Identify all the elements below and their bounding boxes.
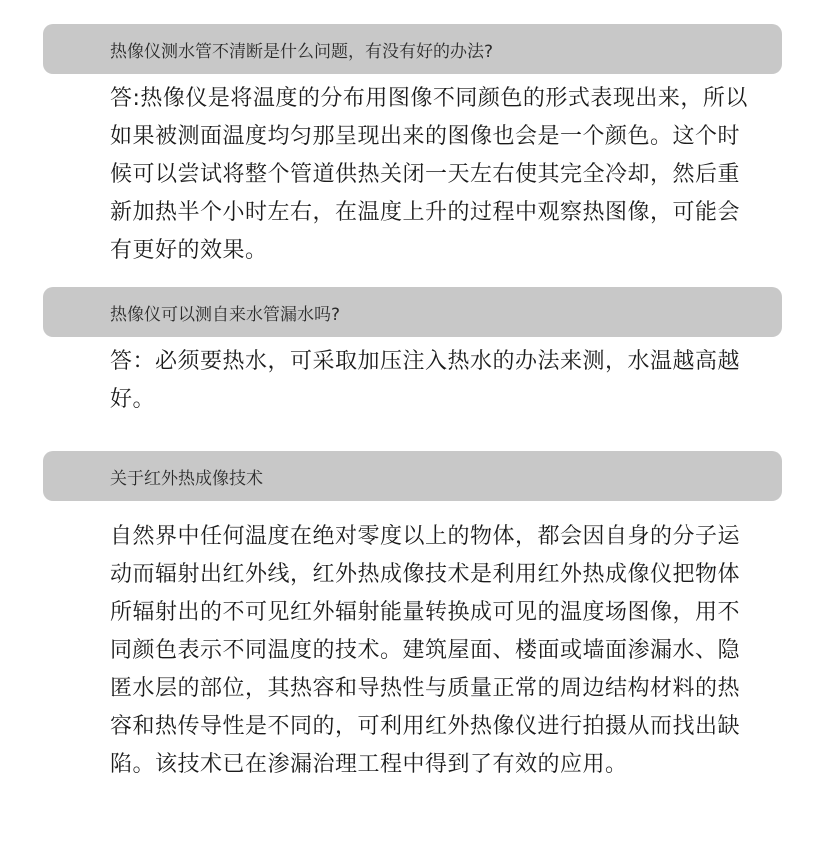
question-header-2 bbox=[43, 287, 782, 337]
paragraph-text-3: 自然界中任何温度在绝对零度以上的物体，都会因自身的分子运动而辐射出红外线，红外热成像技术是利用红外热成像仪把物体所辐射出的不可见红外辐射能量转换成可见的温度场图像，用不同颜色表示不同温度的技术。建筑屋面、楼面或墙面渗漏水、隐匿水层的部位，其热容和导热性与质量正常的周边结构材料的热容和热传导性是不同的，可利用红外热像仪进行拍摄从而找出缺陷。该技术已在渗漏治理工程中得到了有效的应用。 bbox=[110, 524, 741, 777]
answer-text-1: 答:热像仪是将温度的分布用图像不同颜色的形式表现出来，所以如果被测面温度均匀那呈现出来的图像也会是一个颜色。这个时候可以尝试将整个管道供热关闭一天左右使其完全冷却，然后重新加热半个小时左右，在温度上升的过程中观察热图像，可能会有更好的效果。 bbox=[110, 86, 748, 263]
question-text-2: 热像仪可以测自来水管漏水吗? bbox=[110, 304, 341, 325]
section-header-3 bbox=[43, 451, 782, 501]
question-text-1: 热像仪测水管不清断是什么问题，有没有好的办法? bbox=[110, 41, 494, 62]
section-title-3: 关于红外热成像技术 bbox=[110, 468, 263, 489]
question-header-1 bbox=[43, 24, 782, 74]
answer-text-2: 答：必须要热水，可采取加压注入热水的办法来测，水温越高越好。 bbox=[110, 349, 741, 412]
